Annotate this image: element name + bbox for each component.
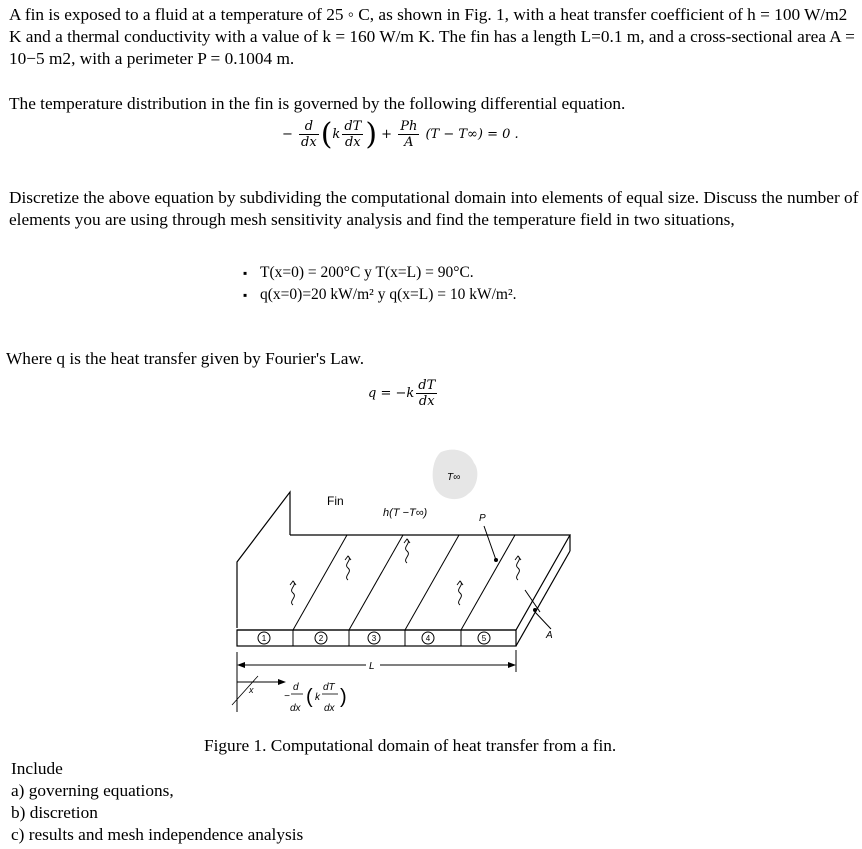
eq-ph: Ph [400, 119, 418, 134]
eq-dT: dT [344, 119, 362, 134]
include-item-a: a) governing equations, [11, 781, 174, 800]
bottom-eq-dx: dx [290, 703, 301, 714]
where-q-sentence: Where q is the heat transfer given by Fourier's Law. [6, 349, 365, 368]
bc-heat-flux: ▪ q(x=0)=20 kW/m² y q(x=L) = 10 kW/m². [243, 284, 516, 306]
eq-dx: dx [301, 135, 317, 150]
eq-a: A [404, 135, 414, 150]
svg-text:(: ( [306, 686, 313, 708]
eq-ph-a [398, 119, 419, 150]
eq-dx2: dx [344, 135, 361, 150]
fourier-dx: dx [418, 394, 435, 409]
intro-paragraph: A fin is exposed to a fluid at a temperature of 25 ◦ C, as shown in Fig. 1, with a heat transfer coefficient of h = 100 W/m2 K and a thermal conductivity with a value of k = 160 W/m K. The fin has a length L=0.1 m, and a cross-sectional area A = 10−5 m2, with a perimeter P = 0.1004 m. [9, 5, 855, 68]
eq-d-dx [299, 119, 319, 150]
fin-figure [220, 445, 590, 725]
svg-text:−: − [284, 691, 290, 702]
area-label: A [546, 630, 553, 641]
bottom-eq-dT: dT [323, 682, 335, 693]
boundary-conditions-list [243, 262, 516, 306]
include-item-b: b) discretion [11, 803, 98, 822]
fin-label: Fin [327, 494, 344, 508]
governed-sentence: The temperature distribution in the fin is governed by the following differential equation. [9, 94, 626, 113]
element-1: 1 [261, 634, 267, 643]
fourier-lhs: q = −k [368, 386, 415, 401]
fourier-dT: dT [418, 378, 436, 393]
element-4: 4 [425, 634, 431, 643]
bottom-eq-dx2: dx [324, 703, 335, 714]
discretize-paragraph: Discretize the above equation by subdividing the computational domain into elements of equal size. Discuss the number of elements you are using through mesh sensitivity analysis and find the temperature field in two situations, [9, 188, 859, 229]
length-label: L [369, 661, 375, 672]
include-title: Include [11, 759, 63, 778]
svg-text:): ) [340, 686, 347, 708]
t-inf-label: T∞ [447, 472, 461, 483]
figure-caption: Figure 1. Computational domain of heat transfer from a fin. [204, 736, 617, 755]
bc-temperature: ▪ T(x=0) = 200°C y T(x=L) = 90°C. [243, 262, 516, 284]
fourier-equation [368, 378, 439, 409]
include-list [11, 758, 303, 846]
eq-d: d [299, 119, 319, 135]
bottom-eq-d: d [293, 682, 299, 693]
eq-rest: (T − T∞) = 0 . [425, 127, 519, 142]
eq-plus: + [381, 127, 393, 142]
eq-dT-dx [342, 119, 363, 150]
bottom-eq-k: k [315, 692, 320, 703]
include-item-c: c) results and mesh independence analysis [11, 825, 304, 844]
x-axis-label: x [249, 685, 254, 695]
eq-minus: − [282, 127, 293, 142]
fourier-frac [416, 378, 437, 409]
governing-equation: − $\frac{d}{dx}$ (k $\frac{dT}{dx}$ ) + $\frac{Ph}{A}$ (T − T∞) = 0 . [282, 117, 519, 152]
eq-k: k [332, 127, 341, 142]
element-2: 2 [318, 634, 324, 643]
element-5: 5 [481, 634, 487, 643]
element-3: 3 [371, 634, 377, 643]
convection-label: h(T −T∞) [383, 507, 428, 519]
perimeter-label: P [479, 513, 486, 524]
